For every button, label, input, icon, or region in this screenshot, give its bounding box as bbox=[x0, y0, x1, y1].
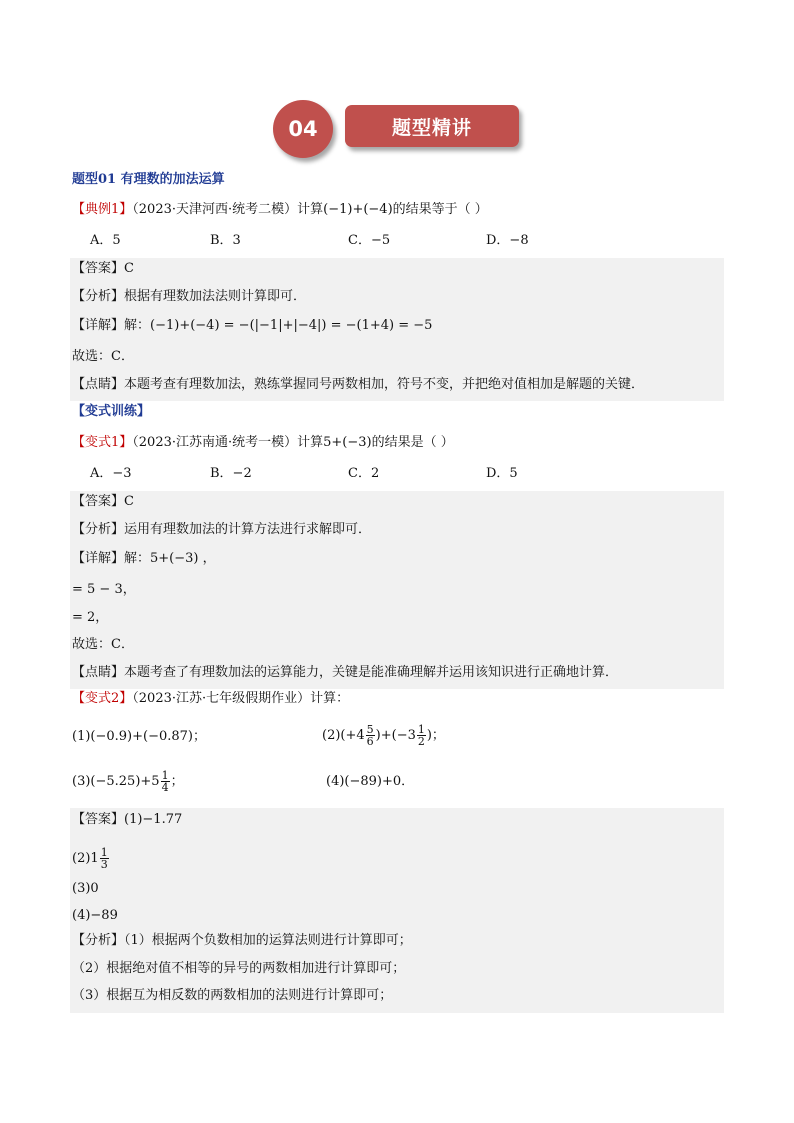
numerator: 1 bbox=[161, 769, 169, 782]
section-title-banner: 题型精讲 bbox=[345, 105, 519, 147]
variant-1-step-1: = 5 − 3， bbox=[72, 582, 136, 597]
example-1-option-c: C．−5 bbox=[348, 233, 391, 248]
variant-2-solution-box bbox=[70, 808, 724, 1013]
variant-2-question bbox=[72, 689, 349, 709]
example-1-option-b: B．3 bbox=[210, 233, 241, 248]
example-1-choose: 故选：C． bbox=[72, 349, 134, 364]
variant-2-part-2 bbox=[322, 718, 445, 754]
question-type-title: 题型01 有理数的加法运算 bbox=[72, 172, 225, 187]
variant-2-analysis-1: 【分析】（1）根据两个负数相加的运算法则进行计算即可； bbox=[72, 933, 412, 948]
example-1-option-d: D．−8 bbox=[486, 233, 529, 248]
variant-1-option-b: B．−2 bbox=[210, 466, 252, 481]
variant-2-tag: 【变式2】 bbox=[72, 691, 133, 706]
example-1-detail bbox=[72, 316, 432, 336]
variant-1-question bbox=[72, 433, 454, 453]
variant-2-analysis-2: （2）根据绝对值不相等的异号的两数相加进行计算即可； bbox=[72, 961, 406, 976]
variant-1-answer: 【答案】C bbox=[72, 494, 134, 509]
detail-label: 【详解】解： bbox=[72, 551, 151, 566]
variant-1-option-a: A．−3 bbox=[90, 466, 132, 481]
fraction-1-2 bbox=[417, 724, 426, 747]
part-2-suffix: )； bbox=[426, 728, 445, 743]
variant-2-answer-4: (4)−89 bbox=[72, 908, 118, 923]
variant-training-heading: 【变式训练】 bbox=[72, 404, 151, 419]
variant-1-source: （2023·江苏南通·统考一模）计算 bbox=[132, 435, 324, 450]
part-3-suffix: ； bbox=[170, 774, 184, 789]
part-2-middle: )+(−3 bbox=[375, 728, 416, 743]
example-1-question bbox=[72, 200, 488, 220]
example-1-expression: (−1)+(−4) bbox=[323, 202, 393, 217]
detail-expression: (−1)+(−4) = −(|−1|+|−4|) = −(1+4) = −5 bbox=[150, 318, 433, 333]
denominator: 2 bbox=[417, 735, 425, 748]
part-3-prefix: (3)(−5.25)+5 bbox=[72, 774, 160, 789]
variant-1-expression: 5+(−3) bbox=[323, 435, 372, 450]
example-1-source: （2023·天津河西·统考二模）计算 bbox=[132, 202, 324, 217]
variant-2-part-3 bbox=[72, 764, 184, 800]
variant-2-part-1: (1)(−0.9)+(−0.87)； bbox=[72, 729, 206, 744]
detail-expression: 5+(−3) ， bbox=[150, 551, 216, 566]
numerator: 5 bbox=[366, 723, 374, 736]
variant-1-step-2: = 2， bbox=[72, 610, 109, 625]
example-1-analysis: 【分析】根据有理数加法法则计算即可． bbox=[72, 289, 307, 304]
answer-2-prefix: (2)1 bbox=[72, 851, 99, 866]
denominator: 4 bbox=[161, 781, 169, 794]
example-1-comment: 【点睛】本题考查有理数加法，熟练掌握同号两数相加，符号不变，并把绝对值相加是解题的关键． bbox=[72, 377, 645, 392]
numerator: 1 bbox=[100, 846, 108, 859]
fraction-1-4 bbox=[161, 770, 170, 793]
denominator: 6 bbox=[366, 735, 374, 748]
variant-1-choose: 故选：C． bbox=[72, 637, 134, 652]
variant-1-option-c: C．2 bbox=[348, 466, 380, 481]
example-1-tag: 【典例1】 bbox=[72, 202, 133, 217]
detail-label: 【详解】解： bbox=[72, 318, 151, 333]
fraction-5-6 bbox=[366, 724, 375, 747]
variant-2-answer-2 bbox=[72, 843, 110, 875]
variant-1-option-d: D．5 bbox=[486, 466, 518, 481]
variant-1-detail bbox=[72, 549, 216, 569]
variant-1-analysis: 【分析】运用有理数加法的计算方法进行求解即可． bbox=[72, 522, 372, 537]
variant-2-answer-3: (3)0 bbox=[72, 881, 99, 896]
variant-2-part-4: (4)(−89)+0． bbox=[326, 774, 415, 789]
fraction-1-3 bbox=[100, 847, 109, 870]
denominator: 3 bbox=[100, 858, 108, 871]
section-number-badge: 04 bbox=[273, 100, 333, 158]
variant-2-answer-1: 【答案】(1)−1.77 bbox=[72, 812, 183, 827]
example-1-option-a: A．5 bbox=[90, 233, 121, 248]
example-1-suffix: 的结果等于（ ） bbox=[392, 202, 488, 217]
variant-2-source: （2023·江苏·七年级假期作业）计算： bbox=[132, 691, 350, 706]
variant-2-analysis-3: （3）根据互为相反数的两数相加的法则进行计算即可； bbox=[72, 988, 393, 1003]
variant-1-comment: 【点睛】本题考查了有理数加法的运算能力，关键是能准确理解并运用该知识进行正确地计算． bbox=[72, 665, 619, 680]
variant-1-tag: 【变式1】 bbox=[72, 435, 133, 450]
numerator: 1 bbox=[417, 723, 425, 736]
part-2-prefix: (2)(+4 bbox=[322, 728, 365, 743]
example-1-answer: 【答案】C bbox=[72, 261, 134, 276]
variant-1-suffix: 的结果是（ ） bbox=[371, 435, 454, 450]
